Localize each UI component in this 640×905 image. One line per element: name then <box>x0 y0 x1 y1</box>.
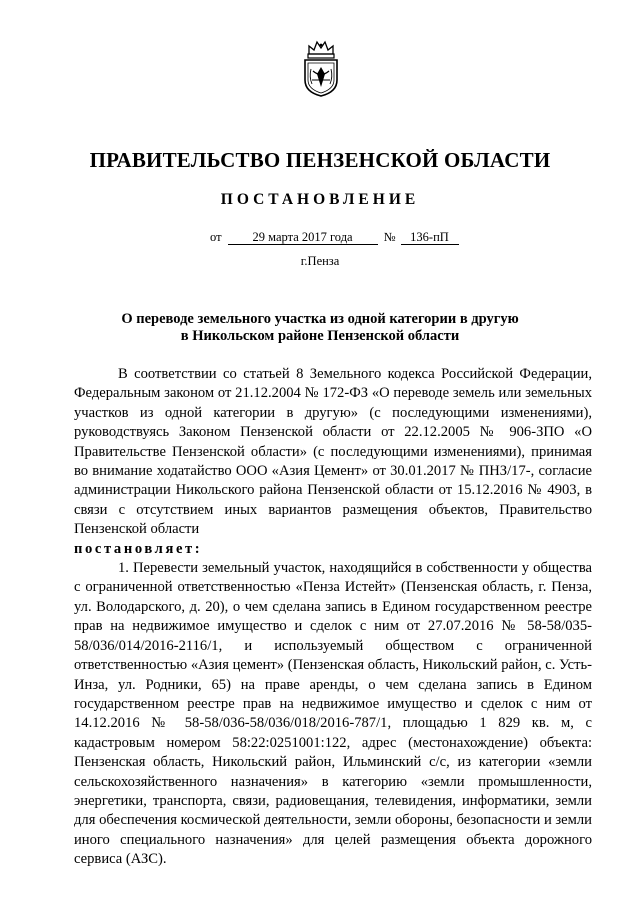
number-prefix: № <box>383 230 396 244</box>
item-1-paragraph: 1. Перевести земельный участок, находящийся в собственности у общества с ограниченной ответственностью «Пенза Истейт» (Пензенская область, г. Пенза, ул. Володарского, д. 20), о чем сделана запись в Едином государственном реестре прав на недвижимое имущество и сделок с ним от 27.07.2016 № 58-58/035-58/036/014/2016-2116/1, и используемый обществом с ограниченной ответственностью «Азия цемент» (Пензенская область, Никольский район, с. Усть-Инза, ул. Родники, 65) на праве аренды, о чем сделана запись в Едином государственном реестре прав на недвижимое имущество и сделок с ним от 14.12.2016 № 58-58/036-58/036/018/2016-787/1, площадью 1 829 кв. м, с кадастровым номером 58:22:0251001:122, адрес (местонахождение) объекта: Пензенская область, Никольский район, Ильминский с/с, из категории «земли сельскохозяйственного назначения» в категорию «земли промышленности, энергетики, транспорта, связи, радиовещания, телевидения, информатики, земли для обеспечения космической деятельности, земли обороны, безопасности и земли иного специального назначения» для целей размещения объекта дорожного сервиса (АЗС). <box>74 560 592 868</box>
city: г.Пенза <box>300 254 340 268</box>
subject-line-1: О переводе земельного участка из одной категории в другую <box>121 311 519 327</box>
government-title: ПРАВИТЕЛЬСТВО ПЕНЗЕНСКОЙ ОБЛАСТИ <box>89 148 551 172</box>
document-date: 29 марта 2017 года <box>228 230 378 245</box>
subject-line-2: в Никольском районе Пензенской области <box>180 328 460 344</box>
coat-of-arms-icon <box>300 40 342 98</box>
decree-word: постановляет: <box>74 540 203 557</box>
document-number: 136-пП <box>401 230 459 245</box>
preamble-paragraph: В соответствии со статьей 8 Земельного кодекса Российской Федерации, Федеральным законом от 21.12.2004 № 172-ФЗ «О переводе земель или земельных участков из одной категории в другую» (с последующими изменениями), руководствуясь Законом Пензенской области от 22.12.2005 № 906-ЗПО «О Правительстве Пензенской области» (с последующими изменениями), принимая во внимание ходатайство ООО «Азия Цемент» от 30.01.2017 № ПНЗ/17-, согласие администрации Никольского района Пензенской области от 15.12.2016 № 4903, в связи с отсутствием иных вариантов размещения объектов, Правительство Пензенской области <box>74 366 592 538</box>
date-prefix: от <box>210 230 222 244</box>
document-body <box>74 365 592 870</box>
document-kind: ПОСТАНОВЛЕНИЕ <box>220 191 420 208</box>
date-number-line <box>210 230 459 245</box>
document-subject <box>0 311 640 345</box>
